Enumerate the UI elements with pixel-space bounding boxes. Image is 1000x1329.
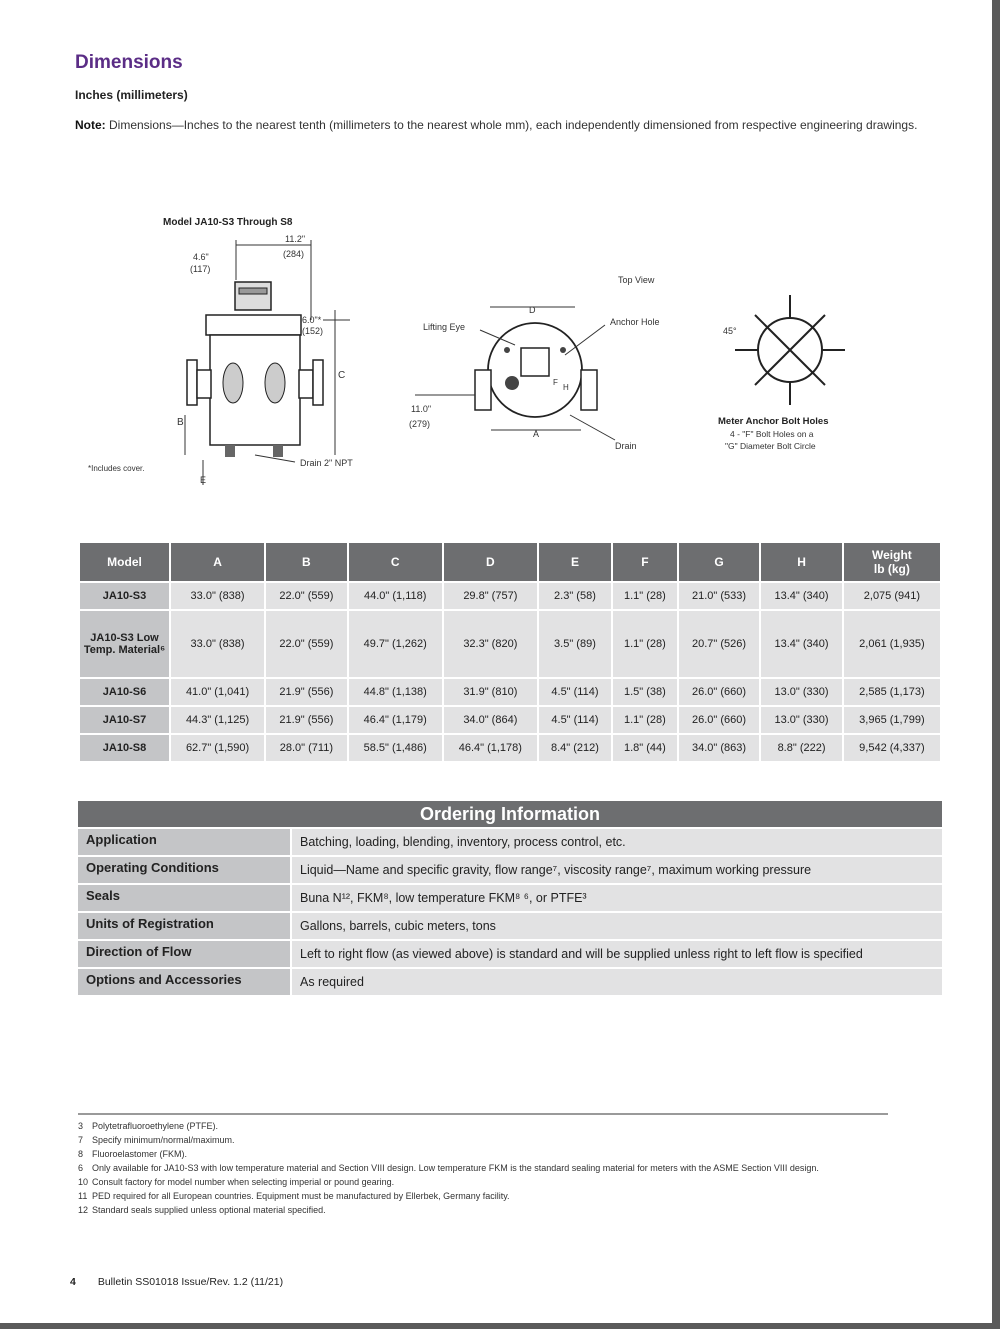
footnote-number: 3: [78, 1121, 84, 1131]
dimension-cell: 1.1" (28): [612, 610, 678, 678]
col-header: E: [538, 542, 612, 582]
ordering-value: Buna N¹², FKM⁸, low temperature FKM⁸ ⁶, or PTFE³: [290, 885, 942, 911]
units-subtitle: Inches (millimeters): [75, 88, 188, 102]
dimensions-table: [78, 541, 942, 763]
col-header: F: [612, 542, 678, 582]
dimensions-header-row: [79, 542, 941, 582]
dimension-cell: 1.5" (38): [612, 678, 678, 706]
footnote: [78, 1175, 878, 1189]
page-bottom-edge: [0, 1323, 1000, 1329]
dimension-cell: 34.0" (864): [443, 706, 538, 734]
note-label: Note:: [75, 118, 106, 132]
footnote-number: 8: [78, 1149, 84, 1159]
page-title: Dimensions: [75, 52, 183, 73]
dimension-cell: 33.0" (838): [170, 610, 265, 678]
drain-label-top: Drain: [615, 441, 637, 451]
bolt-angle-label: 45°: [723, 326, 737, 336]
footnote-divider: [78, 1113, 888, 1115]
dimension-cell: 21.9" (556): [265, 678, 348, 706]
footnote: [78, 1189, 878, 1203]
col-header: C: [348, 542, 443, 582]
ordering-information-table: [78, 801, 942, 995]
col-header: G: [678, 542, 761, 582]
dim-right-mm: (152): [302, 326, 324, 336]
bolt-holes-line2: "G" Diameter Bolt Circle: [725, 441, 816, 451]
ordering-row: [78, 883, 942, 911]
dim-c-label: C: [338, 370, 346, 381]
dimension-cell: 13.0" (330): [760, 678, 843, 706]
dim-e-label: E: [200, 475, 207, 485]
dimension-cell: 46.4" (1,178): [443, 734, 538, 762]
ordering-row: [78, 855, 942, 883]
model-cell: JA10-S6: [79, 678, 170, 706]
dimension-cell: 62.7" (1,590): [170, 734, 265, 762]
dimension-cell: 13.4" (340): [760, 582, 843, 610]
col-header: D: [443, 542, 538, 582]
footnote: [78, 1119, 878, 1133]
dim-bottom-label: 11.0": [411, 404, 432, 414]
footnote-text: Specify minimum/normal/maximum.: [92, 1135, 235, 1145]
ordering-row: [78, 911, 942, 939]
col-header: B: [265, 542, 348, 582]
col-header: Model: [79, 542, 170, 582]
col-header: A: [170, 542, 265, 582]
model-cell: JA10-S7: [79, 706, 170, 734]
side-view-drawing: [75, 210, 405, 490]
dim-bottom-mm: (279): [409, 419, 431, 429]
dimension-cell: 49.7" (1,262): [348, 610, 443, 678]
col-header: Weight lb (kg): [843, 542, 941, 582]
dimension-cell: 9,542 (4,337): [843, 734, 941, 762]
dim-left-label: 4.6": [193, 252, 209, 262]
dimension-cell: 58.5" (1,486): [348, 734, 443, 762]
ordering-value: Batching, loading, blending, inventory, process control, etc.: [290, 829, 942, 855]
ordering-label: Application: [78, 829, 290, 855]
dimension-cell: 13.0" (330): [760, 706, 843, 734]
top-view-title: Top View: [618, 275, 655, 285]
includes-cover-note: *Includes cover.: [88, 464, 145, 473]
dimension-cell: 32.3" (820): [443, 610, 538, 678]
dimension-cell: 26.0" (660): [678, 706, 761, 734]
dimension-cell: 13.4" (340): [760, 610, 843, 678]
footnote-number: 7: [78, 1135, 84, 1145]
dim-a-label: A: [533, 429, 540, 439]
dimension-cell: 8.4" (212): [538, 734, 612, 762]
dimension-cell: 29.8" (757): [443, 582, 538, 610]
ordering-label: Seals: [78, 885, 290, 911]
dimension-cell: 41.0" (1,041): [170, 678, 265, 706]
bolt-holes-drawing: [715, 290, 875, 460]
dimension-cell: 46.4" (1,179): [348, 706, 443, 734]
dimension-cell: 2,061 (1,935): [843, 610, 941, 678]
dimension-cell: 3,965 (1,799): [843, 706, 941, 734]
ordering-row: [78, 939, 942, 967]
model-cell: JA10-S3: [79, 582, 170, 610]
ordering-label: Units of Registration: [78, 913, 290, 939]
dimension-cell: 4.5" (114): [538, 706, 612, 734]
ordering-label: Operating Conditions: [78, 857, 290, 883]
model-cell: JA10-S3 Low Temp. Material⁶: [79, 610, 170, 678]
bolt-holes-line1: 4 - "F" Bolt Holes on a: [730, 429, 814, 439]
dimension-cell: 31.9" (810): [443, 678, 538, 706]
drain-label: Drain 2" NPT: [300, 458, 353, 468]
note-text: Dimensions—Inches to the nearest tenth (millimeters to the nearest whole mm), each independently dimensioned from respective engineering drawings.: [105, 118, 918, 132]
table-row: [79, 582, 941, 610]
lifting-eye-label: Lifting Eye: [423, 322, 466, 332]
ordering-value: Liquid—Name and specific gravity, flow range⁷, viscosity range⁷, maximum working pressure: [290, 857, 942, 883]
ordering-information-title: Ordering Information: [78, 801, 942, 827]
footnote-text: Polytetrafluoroethylene (PTFE).: [92, 1121, 219, 1131]
dimension-cell: 1.1" (28): [612, 706, 678, 734]
dimension-cell: 33.0" (838): [170, 582, 265, 610]
footnote-text: Consult factory for model number when selecting imperial or pound gearing.: [92, 1177, 395, 1187]
dim-top-mm: (284): [283, 249, 305, 259]
dim-d-label: D: [529, 305, 536, 315]
dimension-cell: 44.3" (1,125): [170, 706, 265, 734]
dimension-cell: 44.0" (1,118): [348, 582, 443, 610]
top-view-drawing: [405, 265, 705, 465]
table-row: [79, 610, 941, 678]
dim-right-label: 6.0"*: [302, 315, 322, 325]
dim-f-label: F: [553, 378, 558, 387]
footnote-text: PED required for all European countries. Equipment must be manufactured by Ellerbek, Germany facility.: [92, 1191, 510, 1201]
ordering-label: Options and Accessories: [78, 969, 290, 995]
bulletin-reference: Bulletin SS01018 Issue/Rev. 1.2 (11/21): [97, 1276, 284, 1288]
dimension-cell: 34.0" (863): [678, 734, 761, 762]
ordering-value: As required: [290, 969, 942, 995]
dim-h-label: H: [563, 383, 569, 392]
dimension-cell: 1.8" (44): [612, 734, 678, 762]
dimension-cell: 21.9" (556): [265, 706, 348, 734]
dim-left-mm: (117): [190, 264, 211, 274]
footnote-text: Fluoroelastomer (FKM).: [92, 1149, 188, 1159]
page-footer: [70, 1276, 283, 1288]
ordering-value: Gallons, barrels, cubic meters, tons: [290, 913, 942, 939]
dimension-cell: 2,075 (941): [843, 582, 941, 610]
table-row: [79, 706, 941, 734]
page-number: 4: [70, 1276, 76, 1288]
footnote: [78, 1133, 878, 1147]
dimension-cell: 44.8" (1,138): [348, 678, 443, 706]
footnote-number: 12: [78, 1205, 89, 1215]
dimension-cell: 1.1" (28): [612, 582, 678, 610]
side-view-title: Model JA10-S3 Through S8: [163, 217, 293, 228]
page-edge: [992, 0, 1000, 1329]
model-cell: JA10-S8: [79, 734, 170, 762]
dimension-cell: 20.7" (526): [678, 610, 761, 678]
ordering-row: [78, 967, 942, 995]
ordering-row: [78, 827, 942, 855]
footnotes: [78, 1119, 878, 1217]
dimension-cell: 4.5" (114): [538, 678, 612, 706]
footnote-number: 11: [78, 1191, 88, 1201]
footnote-number: 10: [78, 1177, 89, 1187]
dimension-cell: 22.0" (559): [265, 582, 348, 610]
dimension-cell: 21.0" (533): [678, 582, 761, 610]
footnote: [78, 1147, 878, 1161]
table-row: [79, 678, 941, 706]
footnote-text: Standard seals supplied unless optional material specified.: [92, 1205, 326, 1215]
ordering-label: Direction of Flow: [78, 941, 290, 967]
col-header: H: [760, 542, 843, 582]
dimension-cell: 3.5" (89): [538, 610, 612, 678]
dimension-cell: 26.0" (660): [678, 678, 761, 706]
dimension-cell: 2,585 (1,173): [843, 678, 941, 706]
footnote-number: 6: [78, 1163, 84, 1173]
dim-b-label: B: [177, 417, 184, 428]
dimensions-note: [75, 114, 925, 137]
dimension-cell: 22.0" (559): [265, 610, 348, 678]
anchor-hole-label: Anchor Hole: [610, 317, 660, 327]
dimension-cell: 28.0" (711): [265, 734, 348, 762]
dimension-cell: 8.8" (222): [760, 734, 843, 762]
footnote-text: Only available for JA10-S3 with low temperature material and Section VIII design. Low temperature FKM is the standard sealing material for meters with the ASME Section VIII design.: [92, 1163, 819, 1173]
bolt-holes-title: Meter Anchor Bolt Holes: [718, 416, 829, 427]
ordering-value: Left to right flow (as viewed above) is standard and will be supplied unless right to left flow is specified: [290, 941, 942, 967]
dimension-cell: 2.3" (58): [538, 582, 612, 610]
table-row: [79, 734, 941, 762]
footnote: [78, 1161, 878, 1175]
footnote: [78, 1203, 878, 1217]
dim-top-label: 11.2": [285, 234, 306, 244]
